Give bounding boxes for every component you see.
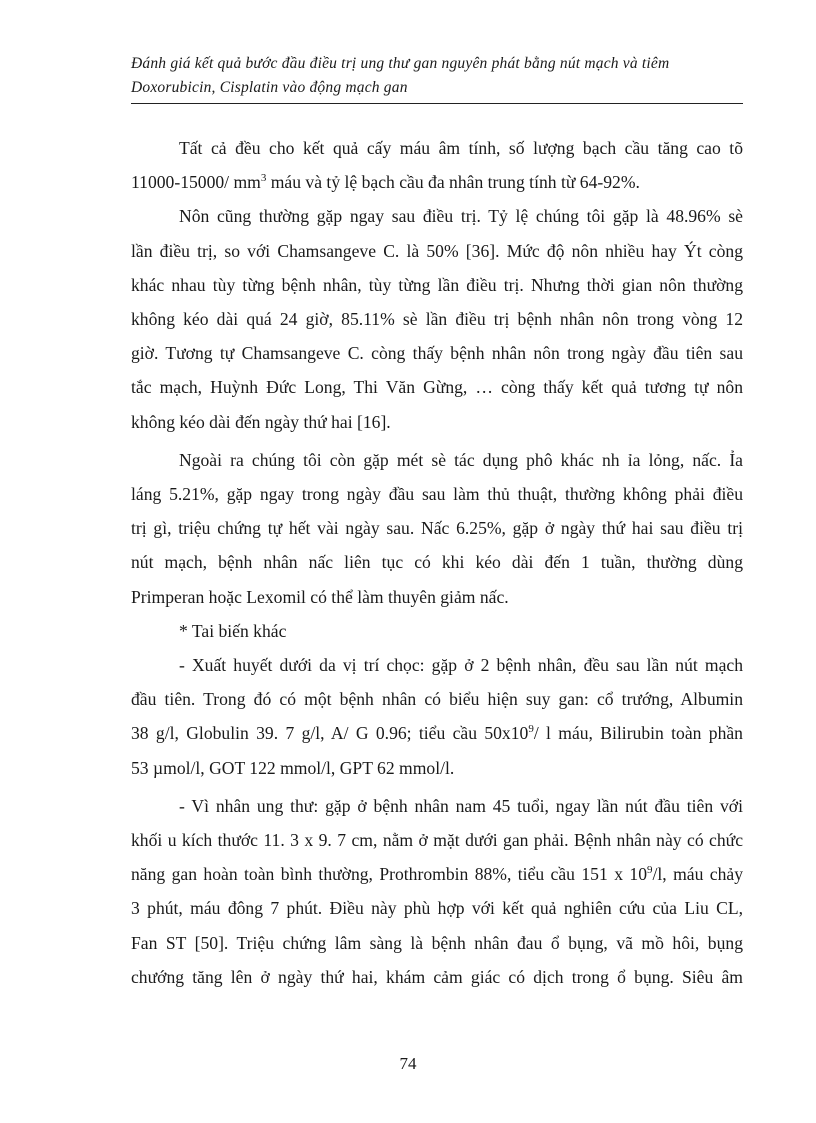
header-line-2: Doxorubicin, Cisplatin vào động mạch gan	[131, 79, 408, 96]
text-line: Primperan hoặc Lexomil có thể làm thuyên giảm nấc.	[131, 586, 509, 607]
text-line: Tất cả đều cho kết quả cấy máu âm tính, số lượng bạch cầu tăng cao tõ	[179, 138, 743, 158]
paragraph-blood-culture	[131, 131, 743, 199]
superscript: 9	[528, 723, 534, 736]
text-line: Fan ST [50]. Triệu chứng lâm sàng là bệnh nhân đau ổ bụng, vã mồ hôi, bụng	[131, 932, 743, 953]
text-line: * Tai biến khác	[179, 620, 287, 641]
paragraph-tumor-rupture	[131, 789, 743, 994]
superscript: 9	[647, 864, 653, 877]
superscript: 3	[260, 172, 267, 185]
text-line: - Xuất huyết dưới da vị trí chọc: gặp ở 2 bệnh nhân, đều sau lần nút mạch	[179, 655, 743, 676]
text-line: trị gì, triệu chứng tự hết vài ngày sau. Nấc 6.25%, gặp ở ngày thứ hai sau điều trị	[131, 518, 743, 539]
text-line: không kéo dài đến ngày thứ hai [16].	[131, 411, 391, 432]
text-line: Nôn cũng thường gặp ngay sau điều trị. Tỷ lệ chúng tôi gặp là 48.96% sè	[179, 206, 743, 227]
text-line: 11000-15000/ $mm^3$ máu và tỷ lệ bạch cầu đa nhân trung tính từ 64-92%.	[131, 172, 640, 193]
paragraph-hematoma	[131, 648, 743, 785]
running-header	[131, 52, 743, 100]
text-line: giờ. Tương tự Chamsangeve C. còng thấy bệnh nhân nôn trong ngày đầu tiên sau	[131, 343, 743, 364]
text-line: 3 phút, máu đông 7 phút. Điều này phù hợp với kết quả nghiên cứu của Liu CL,	[131, 898, 743, 919]
paragraph-side-effects	[131, 443, 743, 614]
text-line: chướng tăng lên ở ngày thứ hai, khám cảm giác có dịch trong ổ bụng. Siêu âm	[131, 966, 743, 987]
header-divider	[131, 103, 743, 104]
text-line: láng 5.21%, gặp ngay trong ngày đầu sau làm thủ thuật, thường không phải điều	[131, 484, 743, 505]
subheading-other-complications	[131, 614, 743, 648]
text-line: - Vì nhân ung thư: gặp ở bệnh nhân nam 45 tuổi, ngay lần nút đầu tiên với	[179, 795, 743, 816]
text-line: 53 µmol/l, GOT 122 mmol/l, GPT 62 mmol/l.	[131, 757, 455, 778]
text-line: không kéo dài quá 24 giờ, 85.11% sè lần điều trị bệnh nhân nôn trong vòng 12	[131, 309, 743, 330]
text-line: đầu tiên. Trong đó có một bệnh nhân có biểu hiện suy gan: cổ trướng, Albumin	[131, 689, 743, 710]
page-number: 74	[399, 1054, 417, 1073]
header-line-1: Đánh giá kết quả bước đầu điều trị ung thư gan nguyên phát bằng nút mạch và tiêm	[131, 55, 670, 72]
text-line: khác nhau tùy từng bệnh nhân, tùy từng lần điều trị. Nhưng thời gian nôn thường	[131, 274, 743, 295]
text-line: 38 g/l, Globulin 39. 7 g/l, A/ G 0.96; tiểu cầu $50x10^9/$ l máu, Bilirubin toàn phần	[131, 723, 743, 744]
text-line: lần điều trị, so với Chamsangeve C. là 50% [36]. Mức độ nôn nhiều hay Ýt còng	[131, 240, 743, 261]
text-line: năng gan hoàn toàn bình thường, Prothrombin 88%, tiểu cầu 151 x $10^9/l$, máu chảy	[131, 864, 743, 885]
text-line: nút mạch, bệnh nhân nấc liên tục có khi kéo dài đến 1 tuần, thường dùng	[131, 552, 743, 573]
document-body	[131, 131, 743, 994]
text-line: khối u kích thước 11. 3 x 9. 7 cm, nằm ở mặt dưới gan phải. Bệnh nhân này có chức	[131, 830, 743, 851]
paragraph-vomiting	[131, 199, 743, 438]
text-line: Ngoài ra chúng tôi còn gặp mét sè tác dụng phô khác nh ỉa lỏng, nấc. Ỉa	[179, 449, 743, 470]
text-line: tắc mạch, Huỳnh Đức Long, Thi Văn Gừng, … còng thấy kết quả tương tự nôn	[131, 377, 743, 398]
